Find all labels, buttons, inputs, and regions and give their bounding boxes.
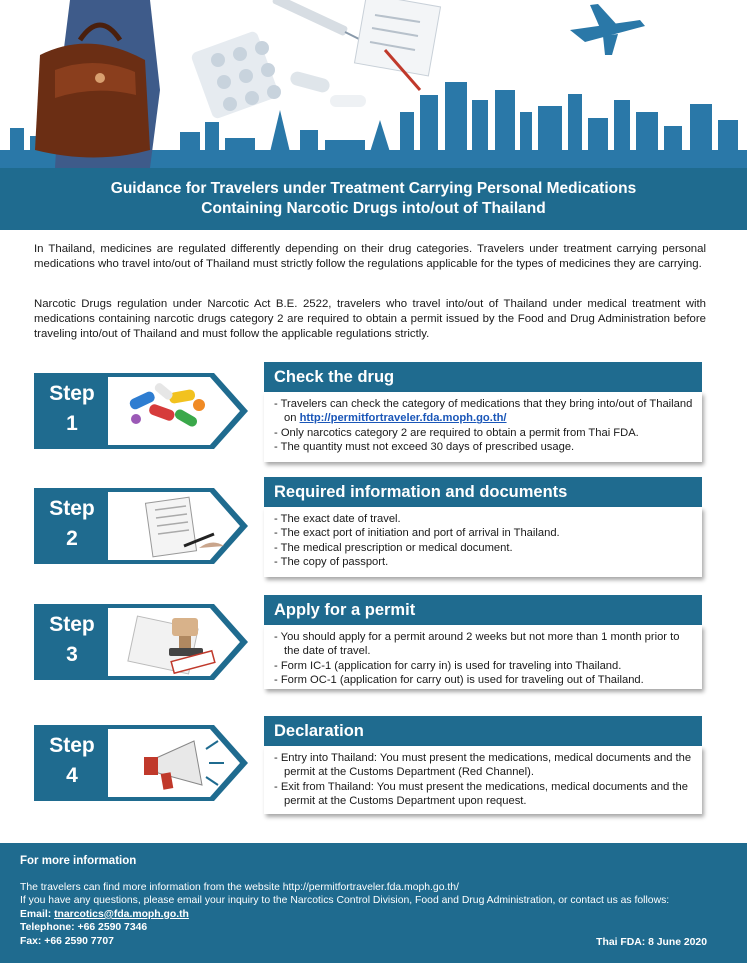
capsule-icon bbox=[289, 70, 366, 107]
step-1-item-1-text: - Travelers can check the category of medications that they bring into/out of Thailand on bbox=[274, 398, 693, 425]
footer-email bbox=[20, 908, 725, 922]
step-4-label: Step bbox=[49, 734, 95, 757]
phone-value: +66 2590 7346 bbox=[77, 922, 148, 934]
publication-date: Thai FDA: 8 June 2020 bbox=[596, 937, 707, 948]
step-3-item-2: - Form IC-1 (application for carry in) is used for traveling into Thailand. bbox=[274, 659, 622, 672]
step-2-item-1: - The exact date of travel. bbox=[274, 513, 401, 525]
step-1-heading: Check the drug bbox=[264, 362, 702, 392]
step-1-item-2: - Only narcotics category 2 are required to obtain a permit from Thai FDA. bbox=[274, 426, 639, 439]
title-line-1: Guidance for Travelers under Treatment Carrying Personal Medications bbox=[110, 180, 637, 197]
step-3-arrow bbox=[34, 604, 248, 680]
page-title bbox=[0, 168, 747, 230]
email-link[interactable]: tnarcotics@fda.moph.go.th bbox=[54, 908, 189, 920]
step-4-heading: Declaration bbox=[264, 716, 702, 746]
pill-blister-icon bbox=[190, 30, 281, 120]
footer-contact bbox=[0, 843, 747, 963]
fax-value: +66 2590 7707 bbox=[44, 935, 114, 947]
step-4-arrow bbox=[34, 725, 248, 801]
intro-paragraph-2: Narcotic Drugs regulation under Narcotic Act B.E. 2522, travelers who travel into/out of Thailand under medical treatment with medications containing narcotic drugs category 2 are required to obtain a permit issued by the Food and Drug Administration before traveling into/out of Thailand and must follow the applicable regulations strictly. bbox=[34, 298, 706, 340]
step-3-content bbox=[264, 625, 702, 689]
step-2-item-3: - The medical prescription or medical document. bbox=[274, 541, 513, 554]
step-4-item-2: - Exit from Thailand: You must present the medications, medical documents and the permit at the Customs Department upon request. bbox=[274, 780, 688, 807]
footer-heading: For more information bbox=[20, 855, 137, 867]
step-2-content bbox=[264, 507, 702, 577]
step-1-item-1 bbox=[274, 397, 694, 426]
fax-label: Fax: bbox=[20, 935, 45, 947]
step-3-heading: Apply for a permit bbox=[264, 595, 702, 625]
step-2-arrow bbox=[34, 488, 248, 564]
header-banner bbox=[0, 0, 747, 168]
phone-label: Telephone: bbox=[20, 922, 78, 934]
syringe-icon bbox=[272, 0, 365, 42]
step-3-label: Step bbox=[49, 613, 95, 636]
airplane-icon bbox=[570, 4, 645, 55]
permit-website-link[interactable]: http://permitfortraveler.fda.moph.go.th/ bbox=[299, 412, 507, 425]
email-label: Email: bbox=[20, 908, 55, 920]
step-4-content bbox=[264, 746, 702, 814]
step-1-number: 1 bbox=[66, 412, 78, 435]
step-4-item-1: - Entry into Thailand: You must present the medications, medical documents and the permit at the Customs Department (Red Channel). bbox=[274, 752, 692, 779]
footer-phone bbox=[20, 921, 725, 935]
step-4-number: 4 bbox=[66, 764, 78, 787]
step-3-number: 3 bbox=[66, 643, 78, 666]
step-2-item-4: - The copy of passport. bbox=[274, 555, 389, 568]
step-3-item-1: - You should apply for a permit around 2 weeks but not more than 1 month prior to the date of travel. bbox=[274, 631, 680, 658]
footer-website-line: The travelers can find more information from the website http://permitfortraveler.fda.moph.go.th/ bbox=[20, 881, 459, 893]
step-1-arrow bbox=[34, 373, 248, 449]
intro-paragraph-1: In Thailand, medicines are regulated differently depending on their drug categories. Travelers under treatment carrying personal medications who travel into/out of Thailand must strictly follow the regulations applicable for the types of medicines they are carrying. bbox=[34, 243, 706, 270]
step-2-number: 2 bbox=[66, 527, 78, 550]
footer-inquiry-line: If you have any questions, please email your inquiry to the Narcotics Control Division, Food and Drug Administration, or contact us as follows: bbox=[20, 895, 670, 907]
prescription-document-icon bbox=[354, 0, 440, 90]
step-3-item-3: - Form OC-1 (application for carry out) is used for traveling out of Thailand. bbox=[274, 673, 644, 686]
travel-banner-illustration bbox=[0, 0, 747, 168]
step-2-heading: Required information and documents bbox=[264, 477, 702, 507]
step-2-label: Step bbox=[49, 497, 95, 520]
title-line-2: Containing Narcotic Drugs into/out of Thailand bbox=[201, 200, 546, 217]
step-1-content bbox=[264, 392, 702, 462]
step-2-item-2: - The exact port of initiation and port of arrival in Thailand. bbox=[274, 527, 560, 540]
step-1-label: Step bbox=[49, 382, 95, 405]
step-1-item-3: - The quantity must not exceed 30 days of prescribed usage. bbox=[274, 440, 575, 453]
